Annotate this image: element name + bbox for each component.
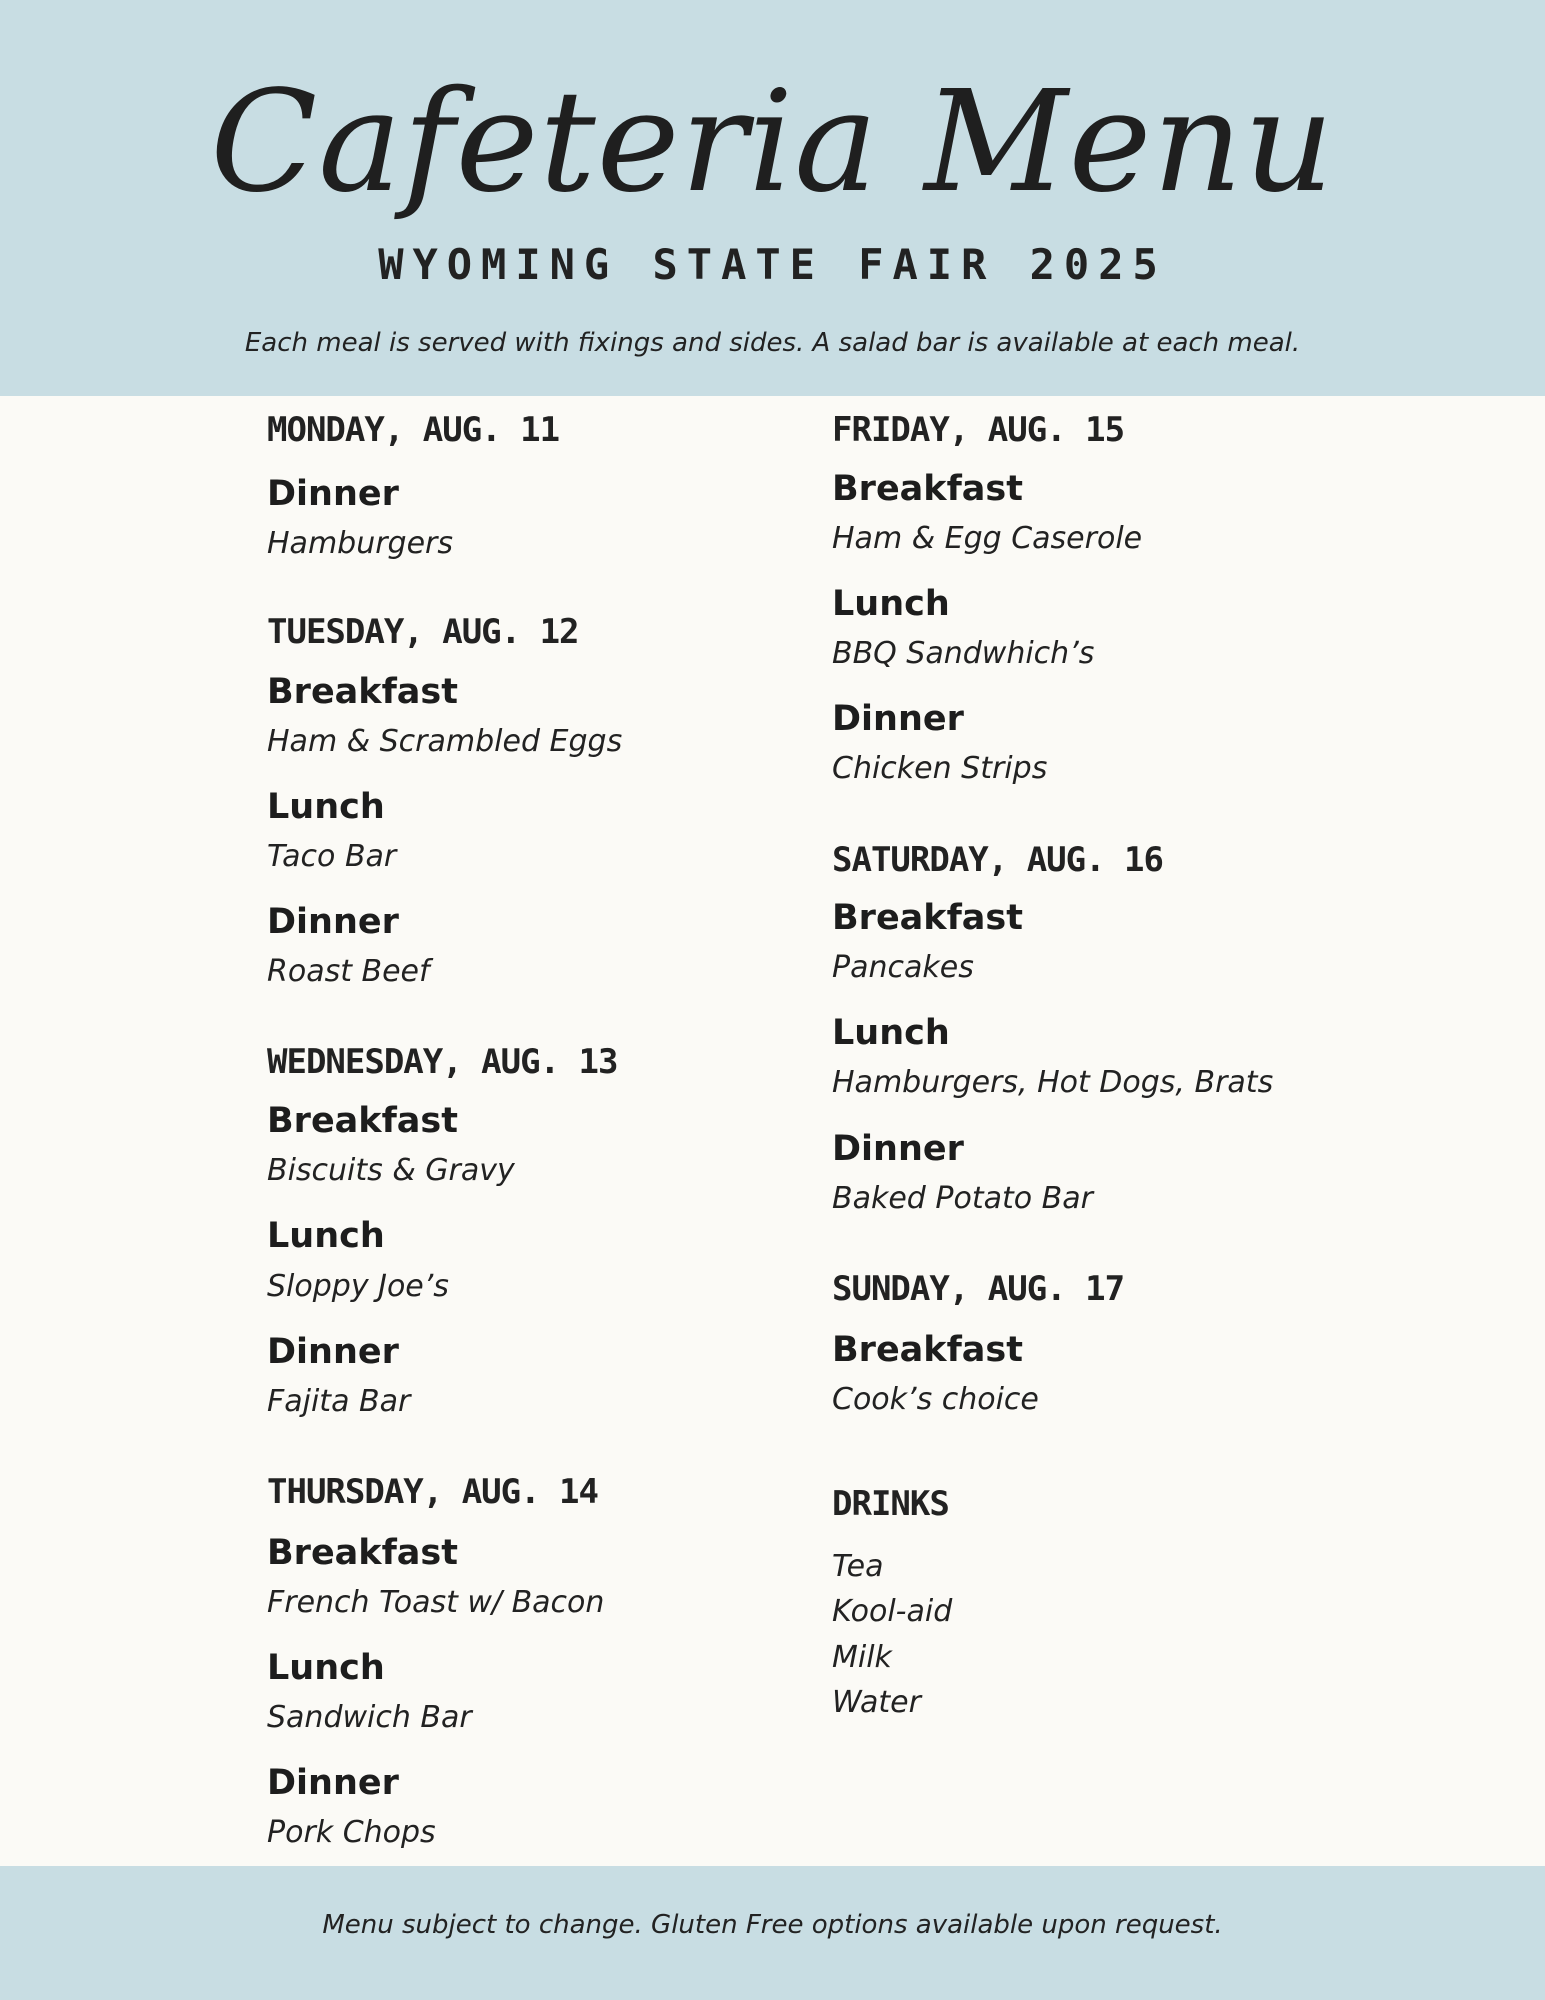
meal-label: Dinner xyxy=(267,1332,399,1372)
drinks-heading: DRINKS xyxy=(832,1484,949,1524)
footer-note: Menu subject to change. Gluten Free options available upon request. xyxy=(322,1910,1223,1940)
meal-label: Breakfast xyxy=(832,1330,1023,1370)
footer-band xyxy=(0,1866,1545,2000)
event-subtitle: WYOMING STATE FAIR 2025 xyxy=(378,240,1167,289)
meal-food: Ham & Scrambled Eggs xyxy=(267,724,623,759)
meal-label: Breakfast xyxy=(267,1533,458,1573)
meal-label: Lunch xyxy=(832,584,950,624)
meal-food: Cook’s choice xyxy=(832,1382,1039,1417)
meal-food: Hamburgers xyxy=(267,526,454,561)
drink-item: Kool-aid xyxy=(832,1594,953,1629)
meal-food: Sloppy Joe’s xyxy=(267,1269,449,1304)
meal-label: Dinner xyxy=(267,474,399,514)
meal-food: BBQ Sandwhich’s xyxy=(832,636,1095,671)
meal-label: Dinner xyxy=(267,902,399,942)
meal-label: Lunch xyxy=(832,1013,950,1053)
meal-food: Roast Beef xyxy=(267,954,430,989)
day-heading-friday: FRIDAY, AUG. 15 xyxy=(832,410,1125,450)
meal-food: Pancakes xyxy=(832,950,974,985)
day-heading-thursday: THURSDAY, AUG. 14 xyxy=(267,1472,598,1512)
meal-label: Lunch xyxy=(267,1216,385,1256)
meal-label: Dinner xyxy=(832,699,964,739)
meal-label: Breakfast xyxy=(832,469,1023,509)
meal-food: Sandwich Bar xyxy=(267,1700,472,1735)
day-heading-tuesday: TUESDAY, AUG. 12 xyxy=(267,612,579,652)
meal-food: Taco Bar xyxy=(267,839,397,874)
header-band xyxy=(0,0,1545,396)
meal-food: French Toast w/ Bacon xyxy=(267,1585,605,1620)
menu-title: Cafeteria Menu xyxy=(210,61,1335,224)
meal-label: Dinner xyxy=(267,1763,399,1803)
intro-note: Each meal is served with fixings and sides. A salad bar is available at each meal. xyxy=(244,328,1301,358)
drink-item: Milk xyxy=(832,1640,892,1675)
meal-label: Lunch xyxy=(267,1648,385,1688)
day-heading-wednesday: WEDNESDAY, AUG. 13 xyxy=(267,1042,618,1082)
meal-food: Biscuits & Gravy xyxy=(267,1153,515,1188)
day-heading-sunday: SUNDAY, AUG. 17 xyxy=(832,1269,1125,1309)
meal-food: Pork Chops xyxy=(267,1815,436,1850)
day-heading-monday: MONDAY, AUG. 11 xyxy=(267,410,560,450)
meal-food: Fajita Bar xyxy=(267,1384,411,1419)
drink-item: Water xyxy=(832,1685,921,1720)
meal-label: Breakfast xyxy=(267,672,458,712)
meal-food: Hamburgers, Hot Dogs, Brats xyxy=(832,1065,1274,1100)
meal-label: Breakfast xyxy=(267,1101,458,1141)
meal-food: Ham & Egg Caserole xyxy=(832,521,1143,556)
day-heading-saturday: SATURDAY, AUG. 16 xyxy=(832,840,1163,880)
meal-label: Lunch xyxy=(267,787,385,827)
drink-item: Tea xyxy=(832,1549,884,1584)
meal-food: Chicken Strips xyxy=(832,751,1048,786)
meal-food: Baked Potato Bar xyxy=(832,1181,1093,1216)
meal-label: Breakfast xyxy=(832,898,1023,938)
meal-label: Dinner xyxy=(832,1129,964,1169)
